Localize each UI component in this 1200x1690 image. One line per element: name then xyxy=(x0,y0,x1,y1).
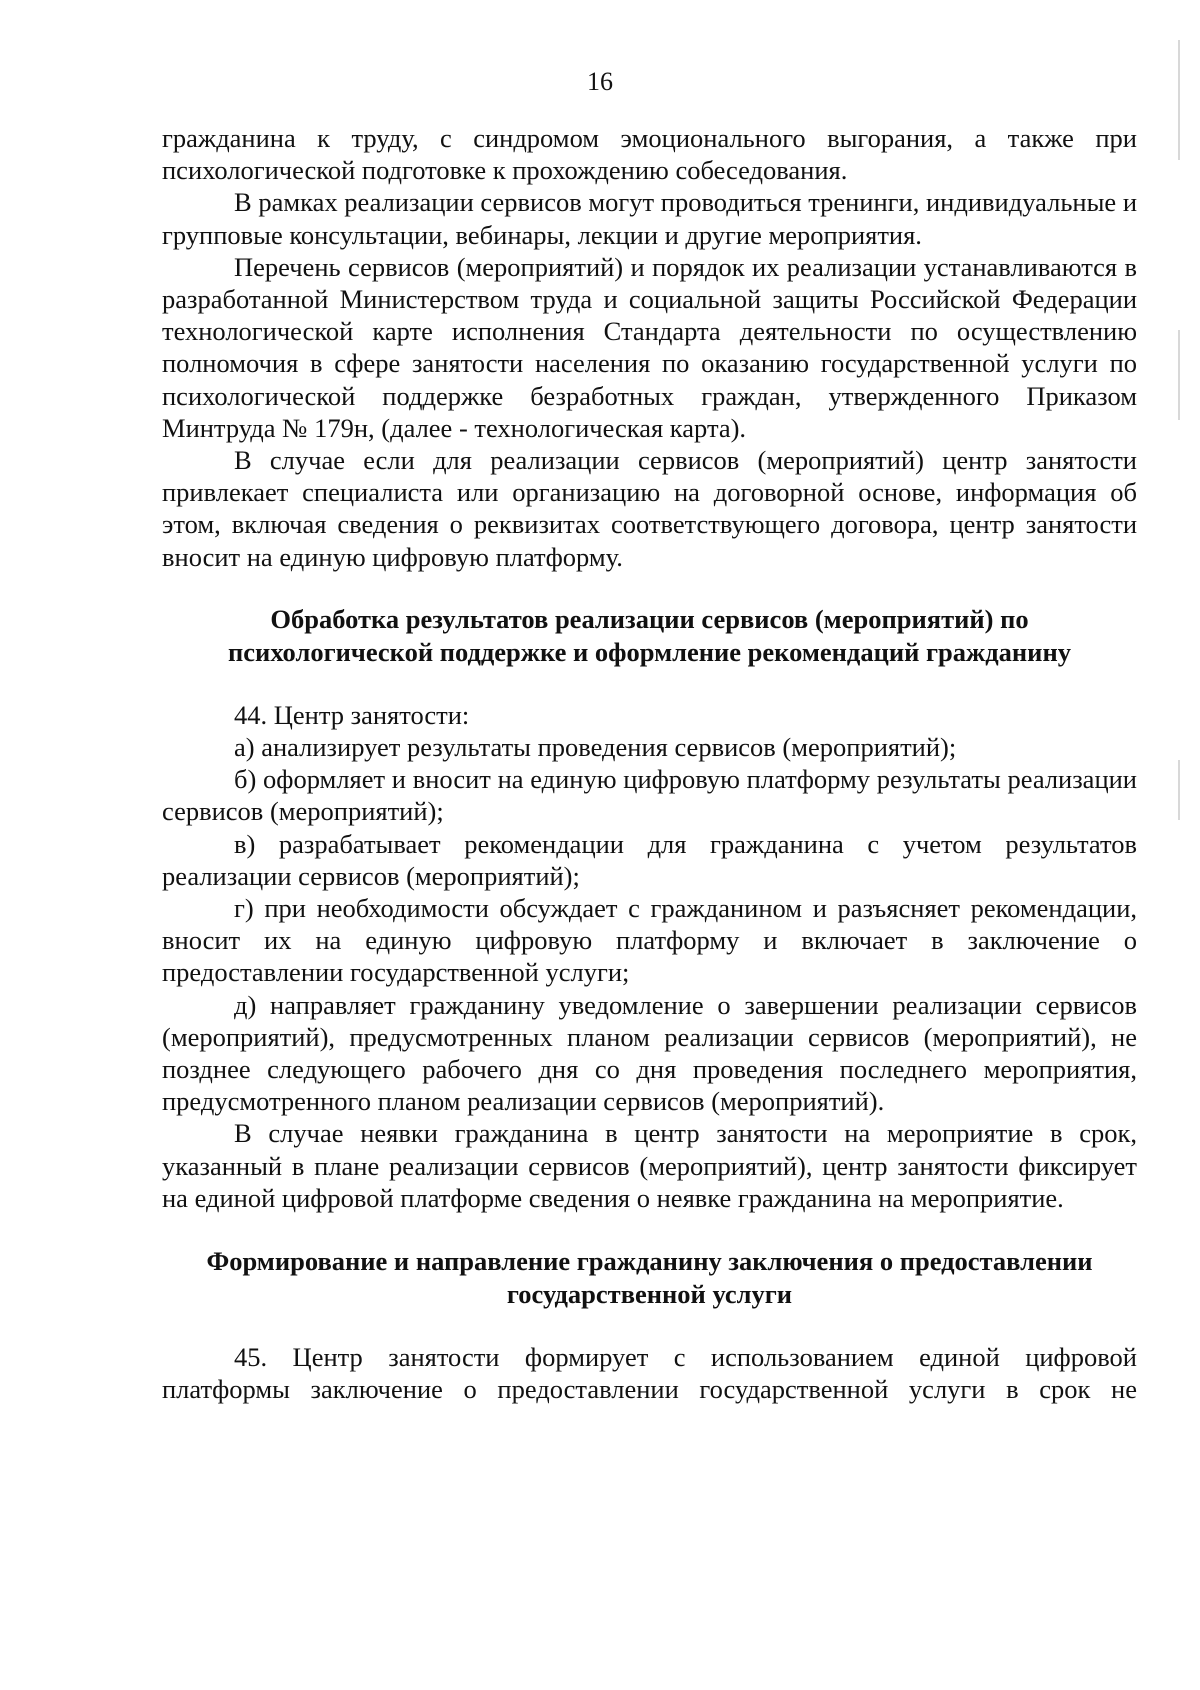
scan-edge-mark xyxy=(1178,330,1180,420)
section-heading-line: психологической поддержке и оформление рекомендаций гражданину xyxy=(228,636,1071,667)
document-body xyxy=(162,122,1137,1406)
paragraph: В случае если для реализации сервисов (мероприятий) центр занятости привлекает специалиста или организацию на договорной основе, информация об этом, включая сведения о реквизитах соответствующего договора, центр занятости вносит на единую цифровую платформу. xyxy=(162,445,1137,572)
paragraph: Перечень сервисов (мероприятий) и порядок их реализации устанавливаются в разработанной Министерством труда и социальной защиты Российской Федерации технологической карте исполнения Стандарта деятельности по осуществлению полномочия в сфере занятости населения по оказанию государственной услуги по психологической поддержке безработных граждан, утвержденного Приказом Минтруда № 179н, (далее - технологическая карта). xyxy=(162,251,1137,443)
clause-paragraph: 45. Центр занятости формирует с использованием единой цифровой платформы заключение о предоставлении государственной услуги в срок не xyxy=(162,1342,1137,1405)
paragraph: гражданина к труду, с синдромом эмоционального выгорания, а также при психологической подготовке к прохождению собеседования. xyxy=(162,123,1137,186)
clause-item: г) при необходимости обсуждает с гражданином и разъясняет рекомендации, вносит их на единую цифровую платформу и включает в заключение о предоставлении государственной услуги; xyxy=(162,893,1137,988)
section-heading-line: государственной услуги xyxy=(506,1279,793,1310)
section-heading-conclusion xyxy=(162,1245,1137,1311)
clause-item: а) анализирует результаты проведения сервисов (мероприятий); xyxy=(234,732,957,763)
clause-item: в) разрабатывает рекомендации для гражданина с учетом результатов реализации сервисов (мероприятий); xyxy=(162,828,1137,891)
clause-item: б) оформляет и вносит на единую цифровую платформу результаты реализации сервисов (мероприятий); xyxy=(162,764,1137,827)
scan-edge-mark xyxy=(1178,40,1180,160)
section-heading-line: Обработка результатов реализации сервисов (мероприятий) по xyxy=(270,603,1029,634)
section-heading-line: Формирование и направление гражданину заключения о предоставлении xyxy=(206,1246,1093,1277)
clause-intro: 44. Центр занятости: xyxy=(234,699,470,730)
scan-edge-mark xyxy=(1178,760,1180,820)
paragraph: В рамках реализации сервисов могут проводиться тренинги, индивидуальные и групповые консультации, вебинары, лекции и другие мероприятия. xyxy=(162,187,1137,250)
section-heading-results xyxy=(162,603,1137,669)
page-number: 16 xyxy=(587,67,613,96)
clause-item: д) направляет гражданину уведомление о завершении реализации сервисов (мероприятий), предусмотренных планом реализации сервисов (мероприятий), не позднее следующего рабочего дня со дня проведения последнего мероприятия, предусмотренного планом реализации сервисов (мероприятий). xyxy=(162,989,1137,1117)
paragraph: В случае неявки гражданина в центр занятости на мероприятие в срок, указанный в плане реализации сервисов (мероприятий), центр занятости фиксирует на единой цифровой платформе сведения о неявке гражданина на мероприятие. xyxy=(162,1118,1137,1213)
